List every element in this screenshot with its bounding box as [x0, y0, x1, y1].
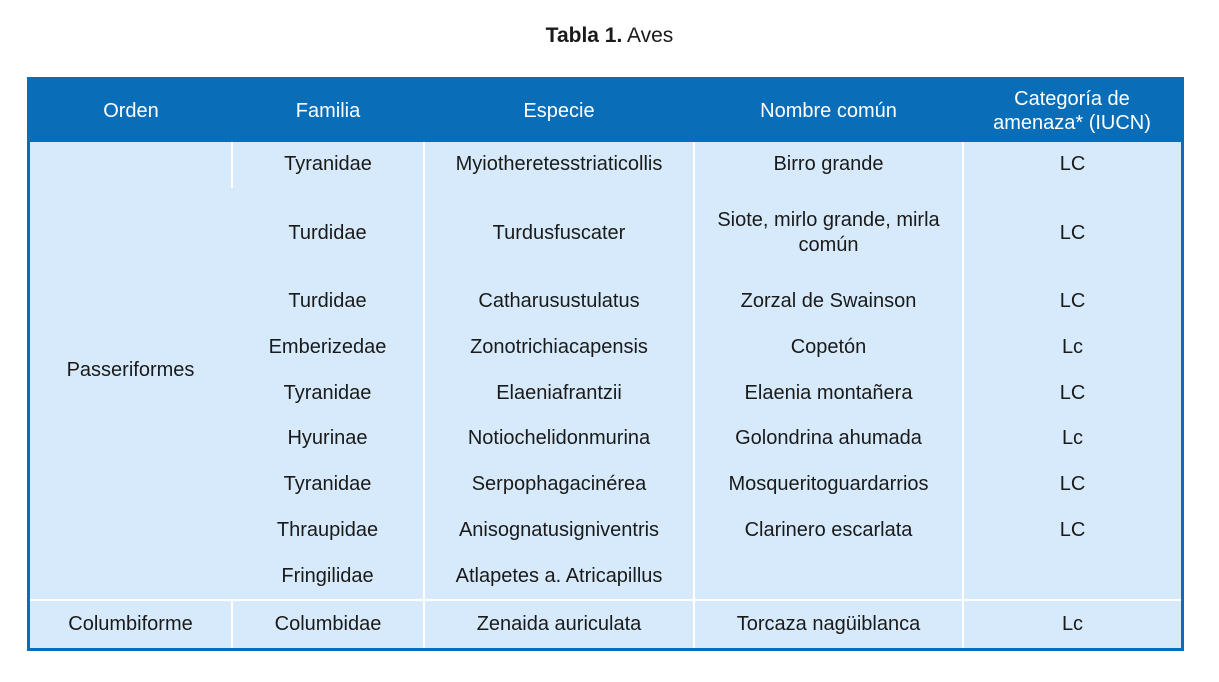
table-body: [30, 142, 1181, 648]
header-nombre-comun: Nombre común: [694, 80, 963, 142]
cell-orden: Columbiforme: [30, 600, 232, 648]
cell-nombre-comun: [694, 553, 963, 600]
cell-nombre-comun: Golondrina ahumada: [694, 416, 963, 462]
cell-familia: Turdidae: [288, 221, 367, 244]
cell-especie: Zenaida auriculata: [424, 600, 694, 648]
table-caption: [0, 24, 1219, 48]
cell-familia: Tyranidae: [232, 142, 424, 188]
header-especie: Especie: [424, 80, 694, 142]
cell-especie: Myiotheretesstriaticollis: [424, 142, 694, 188]
cell-familia: Emberizedae: [268, 335, 387, 358]
table-row: [30, 142, 1181, 188]
cell-especie: Elaeniafrantzii: [424, 370, 694, 416]
cell-nombre-comun: Mosqueritoguardarrios: [694, 462, 963, 508]
birds-table-container: [27, 77, 1184, 651]
cell-nombre-comun: Elaenia montañera: [694, 370, 963, 416]
cell-especie: Turdusfuscater: [424, 188, 694, 279]
caption-title: Aves: [627, 24, 674, 47]
cell-nombre-comun: Siote, mirlo grande, mirla común: [694, 188, 963, 279]
header-orden: Orden: [30, 80, 232, 142]
cell-familia: Thraupidae: [276, 518, 379, 541]
header-row: [30, 80, 1181, 142]
cell-categoria: Lc: [963, 416, 1181, 462]
cell-nombre-comun: Birro grande: [694, 142, 963, 188]
cell-categoria: [963, 553, 1181, 600]
cell-categoria: LC: [963, 142, 1181, 188]
cell-familia: Fringilidae: [281, 564, 374, 587]
cell-categoria: LC: [963, 370, 1181, 416]
cell-especie: Zonotrichiacapensis: [424, 325, 694, 371]
cell-familia: Tyranidae: [283, 381, 372, 404]
cell-familia: Tyranidae: [283, 472, 372, 495]
header-familia: Familia: [232, 80, 424, 142]
cell-especie: Catharusustulatus: [424, 279, 694, 325]
cell-especie: Atlapetes a. Atricapillus: [424, 553, 694, 600]
cell-familia: Columbidae: [232, 600, 424, 648]
cell-nombre-comun: Zorzal de Swainson: [694, 279, 963, 325]
cell-categoria: LC: [963, 279, 1181, 325]
cell-especie: Anisognatusigniventris: [424, 507, 694, 553]
cell-categoria: LC: [963, 507, 1181, 553]
cell-familia: Hyurinae: [287, 427, 368, 450]
cell-nombre-comun: Torcaza nagüiblanca: [694, 600, 963, 648]
cell-nombre-comun: Clarinero escarlata: [694, 507, 963, 553]
cell-especie: Notiochelidonmurina: [424, 416, 694, 462]
header-categoria-amenaza: Categoría de amenaza* (IUCN): [963, 80, 1181, 142]
cell-categoria: LC: [963, 462, 1181, 508]
cell-orden: Passeriformes: [66, 359, 195, 382]
table-row: [30, 600, 1181, 648]
birds-table: [30, 80, 1181, 648]
cell-especie: Serpophagacinérea: [424, 462, 694, 508]
cell-familia: Turdidae: [288, 290, 367, 313]
table-header: [30, 80, 1181, 142]
caption-label: Tabla 1.: [545, 24, 623, 47]
cell-categoria: LC: [963, 188, 1181, 279]
cell-nombre-comun: Copetón: [694, 325, 963, 371]
cell-categoria: Lc: [963, 600, 1181, 648]
cell-categoria: Lc: [963, 325, 1181, 371]
